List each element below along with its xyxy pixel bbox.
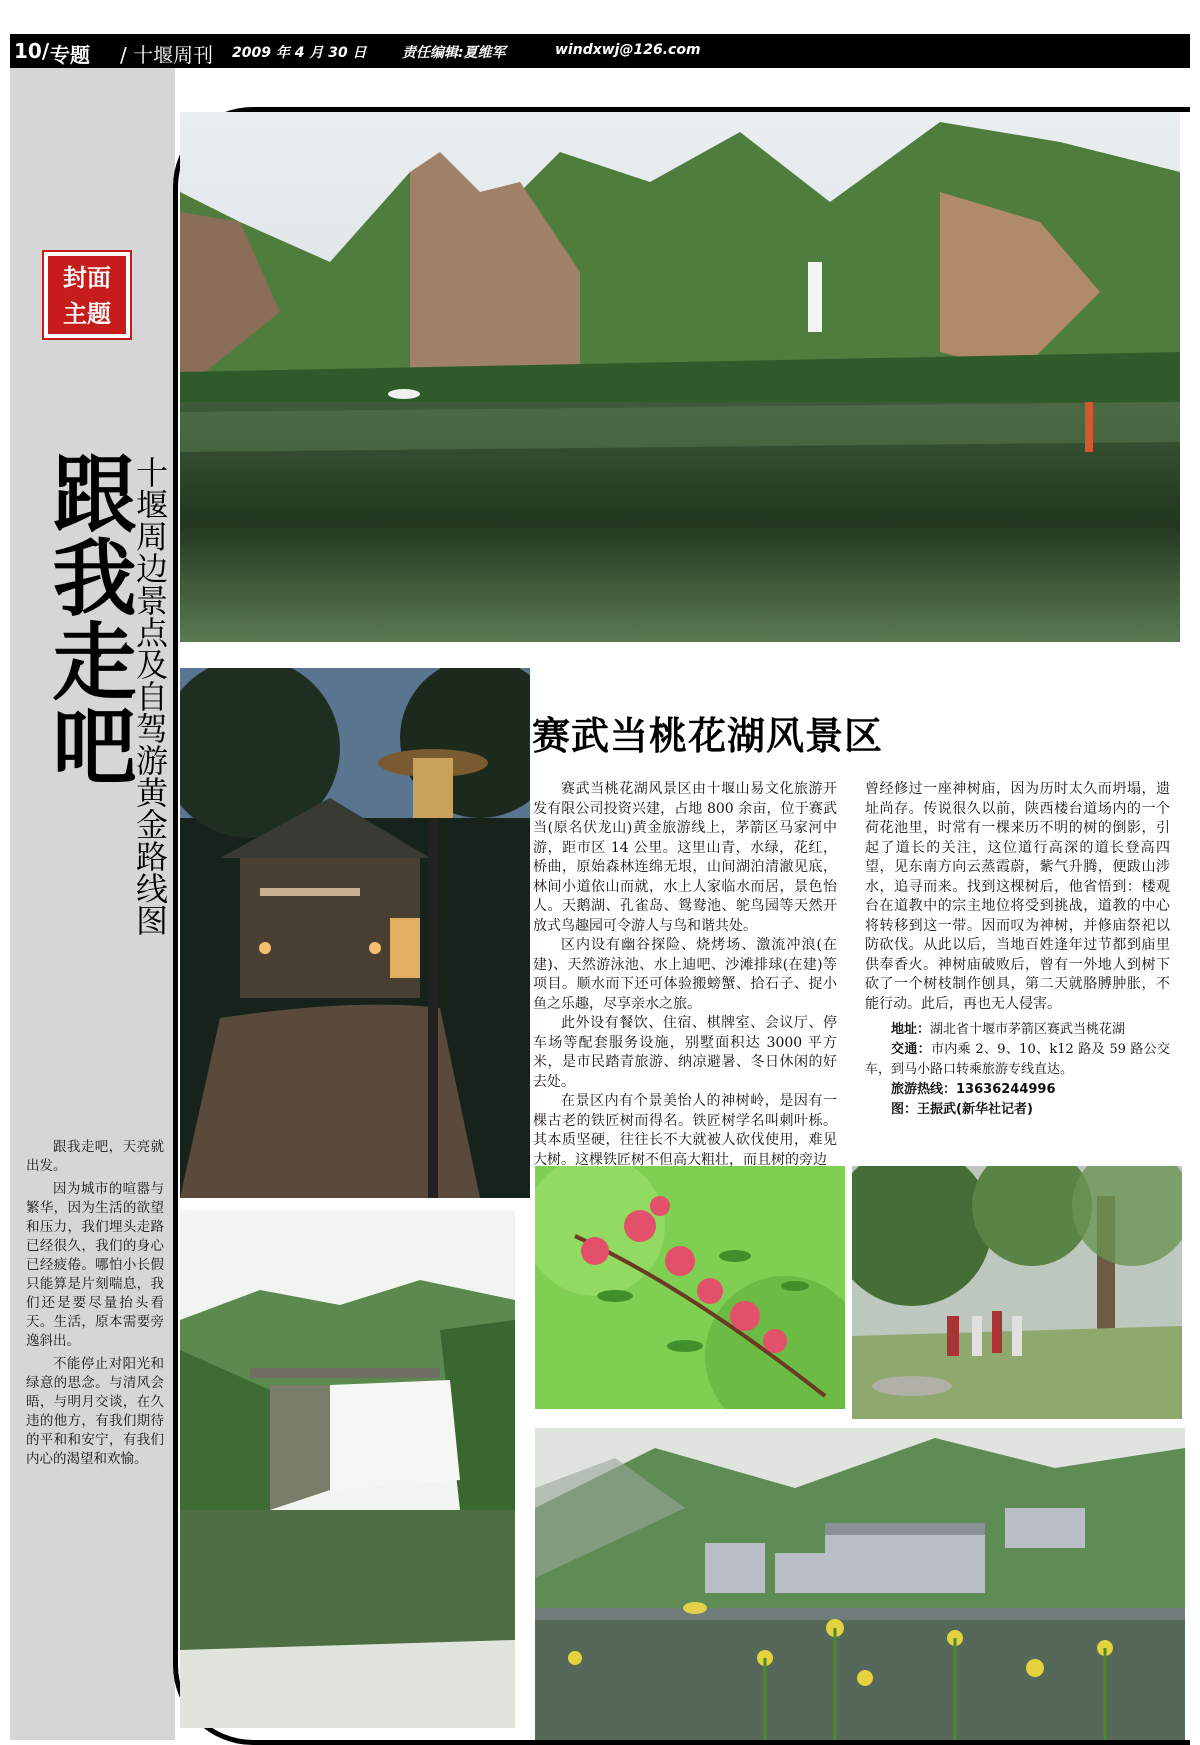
feature-subtitle: 十堰周边景点及自驾游黄金路线图 xyxy=(131,456,169,936)
intro-paragraph: 跟我走吧，天亮就出发。 xyxy=(26,1139,164,1174)
red-flowers-photo xyxy=(535,1166,845,1409)
badge-line-2: 主题 xyxy=(63,300,111,328)
badge-line-1: 封面 xyxy=(63,264,111,292)
address-label: 地址： xyxy=(891,1022,931,1037)
article-paragraph: 区内设有幽谷探险、烧烤场、激流冲浪(在建)、天然游泳池、水上迪吧、沙滩排球(在建)等项目。顺水而下还可体验搬螃蟹、拾石子、捉小鱼之乐趣，尽享亲水之旅。 xyxy=(533,937,837,1012)
intro-text xyxy=(26,1138,164,1473)
transport-value: 市内乘 2、9、10、k12 路及 59 路公交车，到马小路口转乘旅游专线直达。 xyxy=(865,1042,1170,1077)
photo-credit-label: 图： xyxy=(891,1102,918,1117)
waterfall-photo xyxy=(180,1210,515,1728)
article-column-2 xyxy=(865,780,1170,1120)
intro-paragraph: 不能停止对阳光和绿意的思念。与清风会晤，与明月交谈，在久违的他方，有我们期待的平和和安宁，有我们内心的渴望和欢愉。 xyxy=(26,1356,164,1467)
lake-cliffs-photo xyxy=(180,112,1180,642)
cover-topic-badge xyxy=(42,250,132,340)
page-header xyxy=(10,34,1190,68)
article-paragraph: 此外设有餐饮、住宿、棋牌室、会议厅、停车场等配套服务设施，别墅面积达 3000 平方米，是市民踏青旅游、纳凉避暑、冬日休闲的好去处。 xyxy=(533,1015,837,1090)
article-column-1 xyxy=(533,780,837,1170)
issue-date: 2009 年 4 月 30 日 xyxy=(232,45,367,61)
visitor-info xyxy=(865,1020,1170,1120)
article-paragraph: 在景区内有个景美怡人的神树岭，是因有一棵古老的铁匠树而得名。铁匠树学名叫刺叶栎。其本质坚硬，往往长不大就被人砍伐使用，难见大树。这棵铁匠树不但高大粗壮，而且树的旁边 xyxy=(533,1093,837,1168)
section-name: 专题 xyxy=(50,43,90,67)
hotline-value: 13636244996 xyxy=(956,1082,1056,1097)
hotline-label: 旅游热线： xyxy=(891,1082,957,1097)
article-headline: 赛武当桃花湖风景区 xyxy=(532,714,884,758)
address-value: 湖北省十堰市茅箭区赛武当桃花湖 xyxy=(930,1022,1126,1037)
intro-paragraph: 因为城市的喧嚣与繁华，因为生活的欲望和压力，我们埋头走路已经很久，我们的身心已经疲倦。哪怕小长假只能算是片刻喘息，我们还是要尽量抬头看天。生活，原本需要旁逸斜出。 xyxy=(26,1181,164,1349)
editor-credit: 责任编辑:夏维军 xyxy=(402,45,506,61)
night-lodge-photo xyxy=(180,668,530,1198)
transport-label: 交通： xyxy=(891,1042,931,1057)
feature-title: 跟我走吧 xyxy=(39,450,137,786)
photo-credit-value: 王振武(新华社记者) xyxy=(917,1102,1033,1117)
page-number: 10/ xyxy=(14,39,50,63)
article-paragraph: 曾经修过一座神树庙，因为历时太久而坍塌，遗址尚存。传说很久以前，陕西楼台道场内的一个荷花池里，时常有一棵来历不明的树的倒影，引起了道长的关注，这位道行高深的道长登高四望，见东南方向云蒸霞蔚，紫气升腾，便跋山涉水，追寻而来。找到这棵树后，他省悟到：楼观台在道教中的宗主地位将受到挑战，道教的中心将转移到这一带。因而叹为神树，并修庙祭祀以防砍伐。从此以后，当地百姓逢年过节都到庙里供奉香火。神树庙破败后，曾有一外地人到树下砍了一个树枝制作刨具，第二天就胳膊肿胀，不能行动。此后，再也无人侵害。 xyxy=(865,781,1170,1012)
publication-name: / 十堰周刊 xyxy=(120,43,214,67)
article-paragraph: 赛武当桃花湖风景区由十堰山易文化旅游开发有限公司投资兴建，占地 800 余亩，位于赛武当(原名伏龙山)黄金旅游线上，茅箭区马家河中游，距市区 14 公里。这里山青，水绿，花红，桥曲，原始森林连绵无垠，山间湖泊清澈见底，林间小道依山而就，水上人家临水而居，景色怡人。天鹅湖、孔雀岛、鸳鸯池、鸵鸟园等天然开放式鸟趣园可令游人与鸟和谐共处。 xyxy=(533,781,837,934)
lakeside-resort-photo xyxy=(535,1428,1185,1740)
picnic-grove-photo xyxy=(852,1166,1182,1419)
editor-email[interactable]: windxwj@126.com xyxy=(555,42,701,58)
